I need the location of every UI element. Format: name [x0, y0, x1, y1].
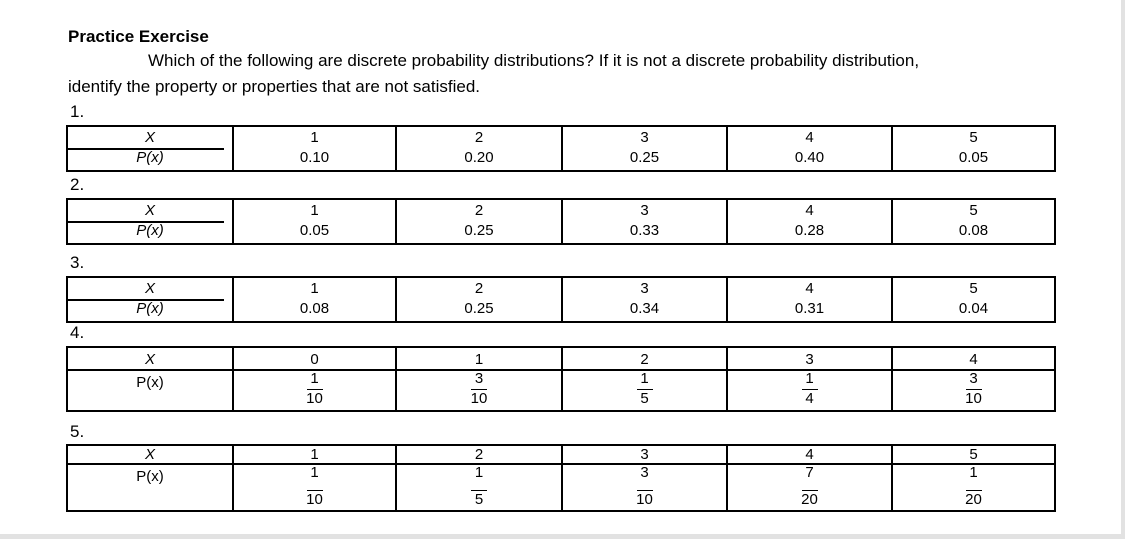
p-value: 0.08: [299, 300, 330, 317]
value-cell: 1 1 10: [234, 446, 397, 510]
value-cell: [893, 200, 1054, 243]
item-number-1: 1.: [70, 102, 85, 121]
p-value: 0.05: [299, 222, 330, 239]
x-value: 4: [805, 446, 814, 463]
distribution-table-2: [66, 198, 1056, 245]
x-value: 4: [969, 351, 978, 368]
x-value: 3: [640, 446, 649, 463]
value-cell: [728, 127, 893, 170]
p-value: 0.20: [464, 149, 494, 166]
value-cell: [893, 278, 1054, 321]
value-cell: 0 1 10: [234, 348, 397, 410]
value-cell: [728, 200, 893, 243]
x-label: X: [144, 351, 155, 368]
x-label: X: [144, 129, 155, 146]
x-label: X: [144, 280, 155, 297]
value-cell: [563, 127, 728, 170]
x-value: 4: [805, 202, 814, 219]
p-value: 0.08: [958, 222, 989, 239]
value-cell: [563, 278, 728, 321]
p-value: 0.28: [794, 222, 825, 239]
item-number-2: 2.: [70, 175, 85, 194]
question-text-line-2: identify the property or properties that are not satisfied.: [68, 77, 481, 96]
value-cell: 3 1 4: [728, 348, 893, 410]
x-value: 1: [310, 129, 319, 146]
p-label: P(x): [136, 300, 164, 317]
header-cell: [68, 278, 234, 321]
header-cell: [68, 348, 234, 410]
value-cell: [728, 278, 893, 321]
header-cell: [68, 446, 234, 510]
value-cell: [397, 278, 563, 321]
x-value: 1: [474, 351, 484, 368]
x-value: 1: [310, 202, 319, 219]
x-value: 5: [969, 446, 978, 463]
value-cell: [234, 278, 397, 321]
value-cell: [397, 127, 563, 170]
distribution-table-1: [66, 125, 1056, 172]
p-value: 0.10: [299, 149, 330, 166]
p-value: 0.34: [629, 300, 660, 317]
x-value: 2: [640, 351, 649, 368]
distribution-table-4: [66, 346, 1056, 412]
x-value: 2: [474, 446, 484, 463]
p-value: 0.05: [958, 149, 989, 166]
x-label: X: [144, 202, 155, 219]
value-cell: 2 1 5: [397, 446, 563, 510]
value-cell: [397, 200, 563, 243]
x-value: 3: [640, 280, 649, 297]
p-value: 0.25: [464, 222, 494, 239]
p-value: 0.33: [629, 222, 660, 239]
item-number-5: 5.: [70, 422, 85, 441]
window-right-edge: [1121, 0, 1125, 539]
value-cell: [893, 127, 1054, 170]
x-value: 2: [474, 280, 484, 297]
value-cell: 4 3 10: [893, 348, 1054, 410]
p-value: 0.31: [794, 300, 825, 317]
p-value: 0.04: [958, 300, 989, 317]
x-value: 3: [640, 129, 649, 146]
x-value: 1: [310, 446, 319, 463]
value-cell: 1 3 10: [397, 348, 563, 410]
x-value: 2: [474, 129, 484, 146]
x-value: 5: [969, 202, 978, 219]
value-cell: 3 3 10: [563, 446, 728, 510]
value-cell: [234, 200, 397, 243]
header-cell: [68, 127, 234, 170]
x-label: X: [144, 446, 155, 463]
value-cell: 5 1 20: [893, 446, 1054, 510]
value-cell: 4 7 20: [728, 446, 893, 510]
x-value: 3: [640, 202, 649, 219]
p-value: 0.40: [794, 149, 825, 166]
x-value: 5: [969, 129, 978, 146]
x-value: 1: [310, 280, 319, 297]
item-number-3: 3.: [70, 253, 85, 272]
question-text-line-1: Which of the following are discrete probability distributions? If it is not a discrete probability distribution,: [148, 51, 920, 70]
p-label: P(x): [136, 222, 164, 239]
x-value: 2: [474, 202, 484, 219]
item-number-4: 4.: [70, 323, 85, 342]
x-value: 5: [969, 280, 978, 297]
x-value: 3: [805, 351, 814, 368]
p-label: P(x): [136, 374, 164, 391]
value-cell: [563, 200, 728, 243]
distribution-table-5: [66, 444, 1056, 512]
x-value: 0: [310, 351, 319, 368]
distribution-table-3: [66, 276, 1056, 323]
p-label: P(x): [136, 149, 164, 166]
value-cell: 2 1 5: [563, 348, 728, 410]
header-cell: [68, 200, 234, 243]
window-bottom-edge: [0, 534, 1125, 539]
value-cell: [234, 127, 397, 170]
exercise-title: Practice Exercise: [68, 27, 209, 46]
p-value: 0.25: [629, 149, 660, 166]
x-value: 4: [805, 129, 814, 146]
p-label: P(x): [136, 468, 164, 485]
x-value: 4: [805, 280, 814, 297]
p-value: 0.25: [464, 300, 494, 317]
